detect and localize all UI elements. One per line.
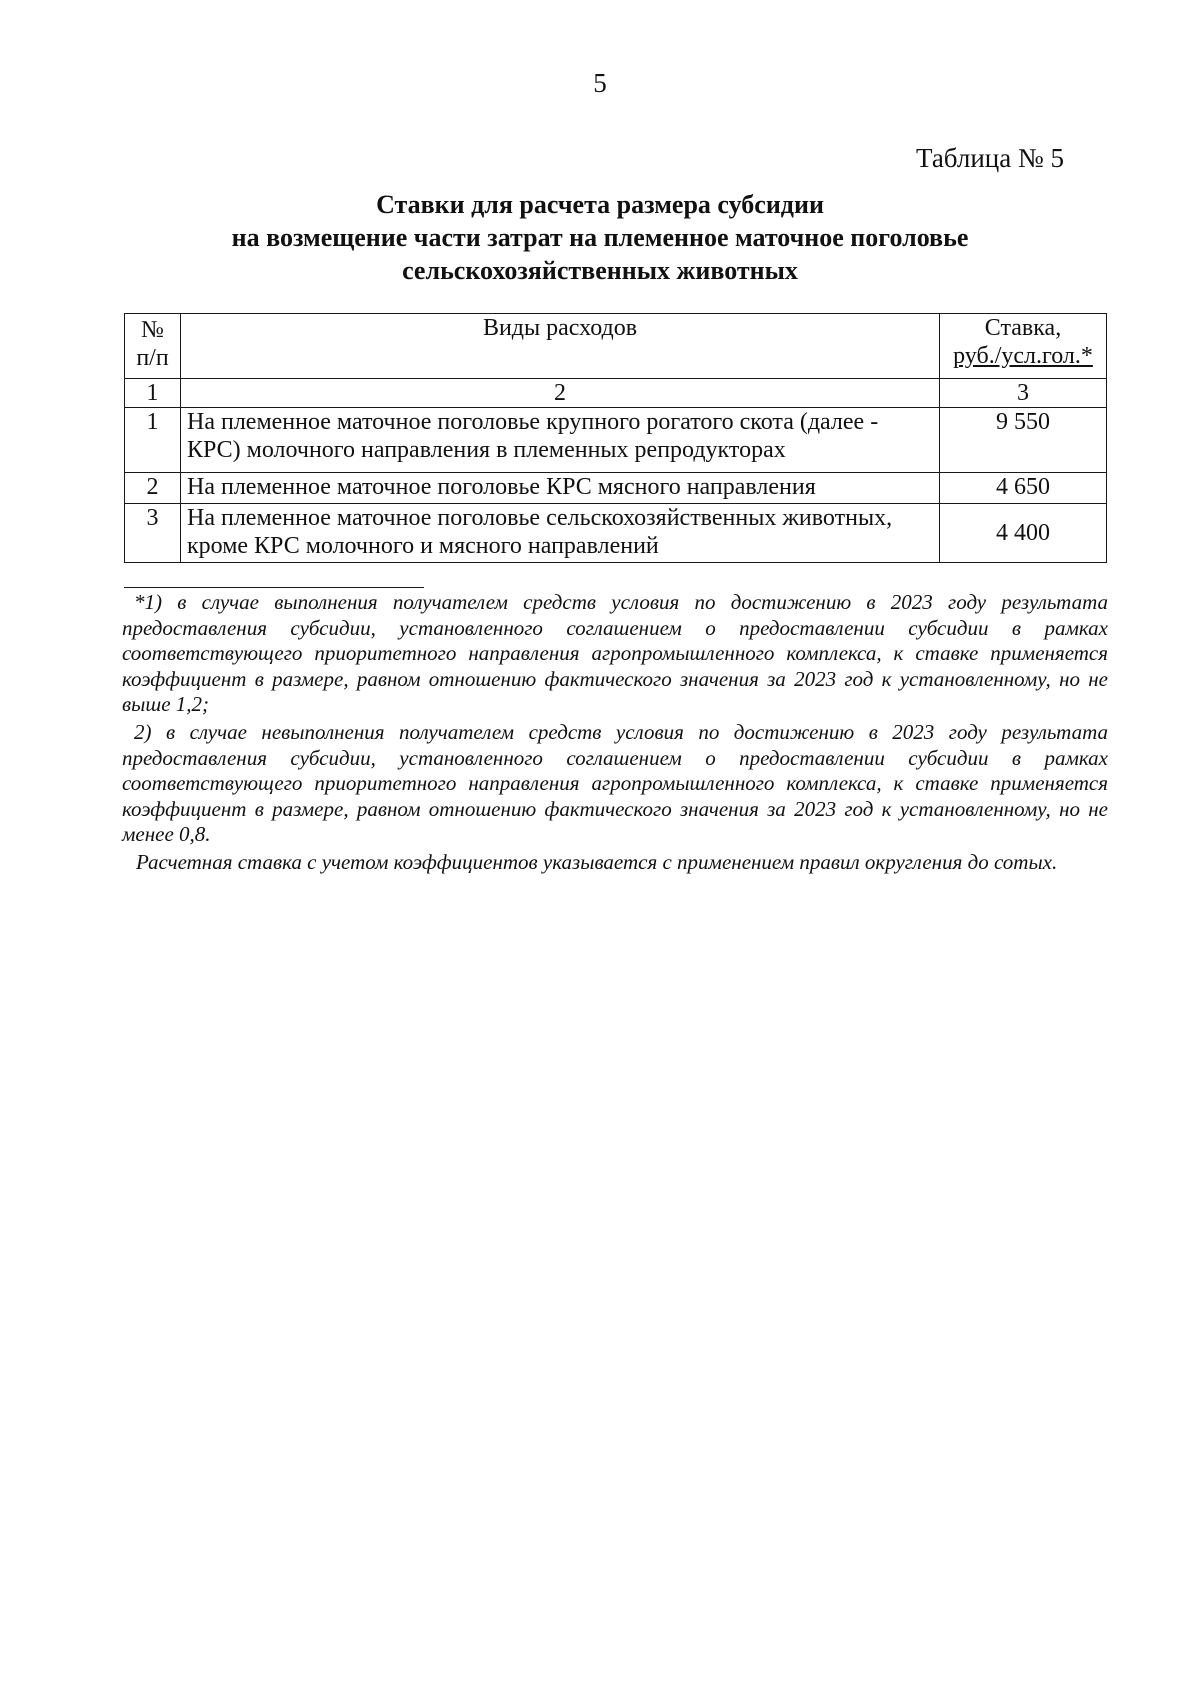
row-rate: 9 550: [940, 408, 1107, 473]
table-number: Таблица № 5: [916, 143, 1064, 173]
row-number: 2: [125, 473, 181, 504]
row-expense-type-line: кроме КРС молочного и мясного направлений: [187, 533, 659, 559]
footnote-rounding-note: Расчетная ставка с учетом коэффициентов указывается с применением правил округления до сотых.: [136, 849, 1058, 874]
row-expense-type: [181, 473, 940, 504]
footnote-2: 2) в случае невыполнения получателем средств условия по достижению в 2023 году результата предоставления субсидии, установленного соглашением о предоставлении субсидии в рамках соответствующего приоритетного направления агропромышленного комплекса, к ставке применяется коэффициент в размере, равном отношению фактического значения за 2023 год к установленному, но не менее 0,8.: [122, 719, 1108, 847]
table-row: [125, 408, 1107, 473]
title-line-1: Ставки для расчета размера субсидии: [376, 190, 824, 219]
header-cell-rate: [940, 314, 1107, 379]
row-rate: 4 650: [940, 473, 1107, 504]
column-index-1: 1: [125, 379, 181, 408]
document-title: [140, 188, 1060, 287]
title-line-2: на возмещение части затрат на племенное маточное поголовье: [231, 223, 969, 252]
header-cell-expense-type: [181, 314, 940, 379]
header-number-symbol: №: [141, 317, 164, 343]
column-index-row: [125, 379, 1107, 408]
title-line-3: сельскохозяйственных животных: [402, 256, 798, 285]
header-number-label: п/п: [136, 345, 169, 371]
row-expense-type: [181, 504, 940, 563]
row-expense-type: [181, 408, 940, 473]
footnote-1: *1) в случае выполнения получателем средств условия по достижению в 2023 году результата предоставления субсидии, установленного соглашением о предоставлении субсидии в рамках соответствующего приоритетного направления агропромышленного комплекса, к ставке применяется коэффициент в размере, равном отношению фактического значения за 2023 год к установленному, но не выше 1,2;: [122, 590, 1108, 717]
table-header-row: [125, 314, 1107, 379]
footnotes: [122, 590, 1108, 876]
row-expense-type-line: На племенное маточное поголовье КРС мясного направления: [187, 474, 816, 500]
row-expense-type-line: На племенное маточное поголовье сельскохозяйственных животных,: [187, 505, 893, 531]
header-rate-unit: руб./усл.гол.*: [953, 343, 1093, 369]
row-expense-type-line: На племенное маточное поголовье крупного рогатого скота (далее -: [187, 409, 879, 435]
page-number: 5: [593, 68, 607, 98]
column-index-2: 2: [181, 379, 940, 408]
row-expense-type-line: КРС) молочного направления в племенных репродукторах: [187, 437, 786, 463]
header-expense-type-label: Виды расходов: [482, 315, 638, 341]
header-cell-number: [125, 314, 181, 379]
row-number: 3: [125, 504, 181, 563]
row-rate: 4 400: [940, 504, 1107, 563]
rates-table: [124, 313, 1107, 563]
row-number: 1: [125, 408, 181, 473]
column-index-3: 3: [940, 379, 1107, 408]
table-row: [125, 504, 1107, 563]
header-rate-label: Ставка,: [984, 315, 1062, 341]
table-row: [125, 473, 1107, 504]
footnote-separator: [124, 587, 424, 588]
